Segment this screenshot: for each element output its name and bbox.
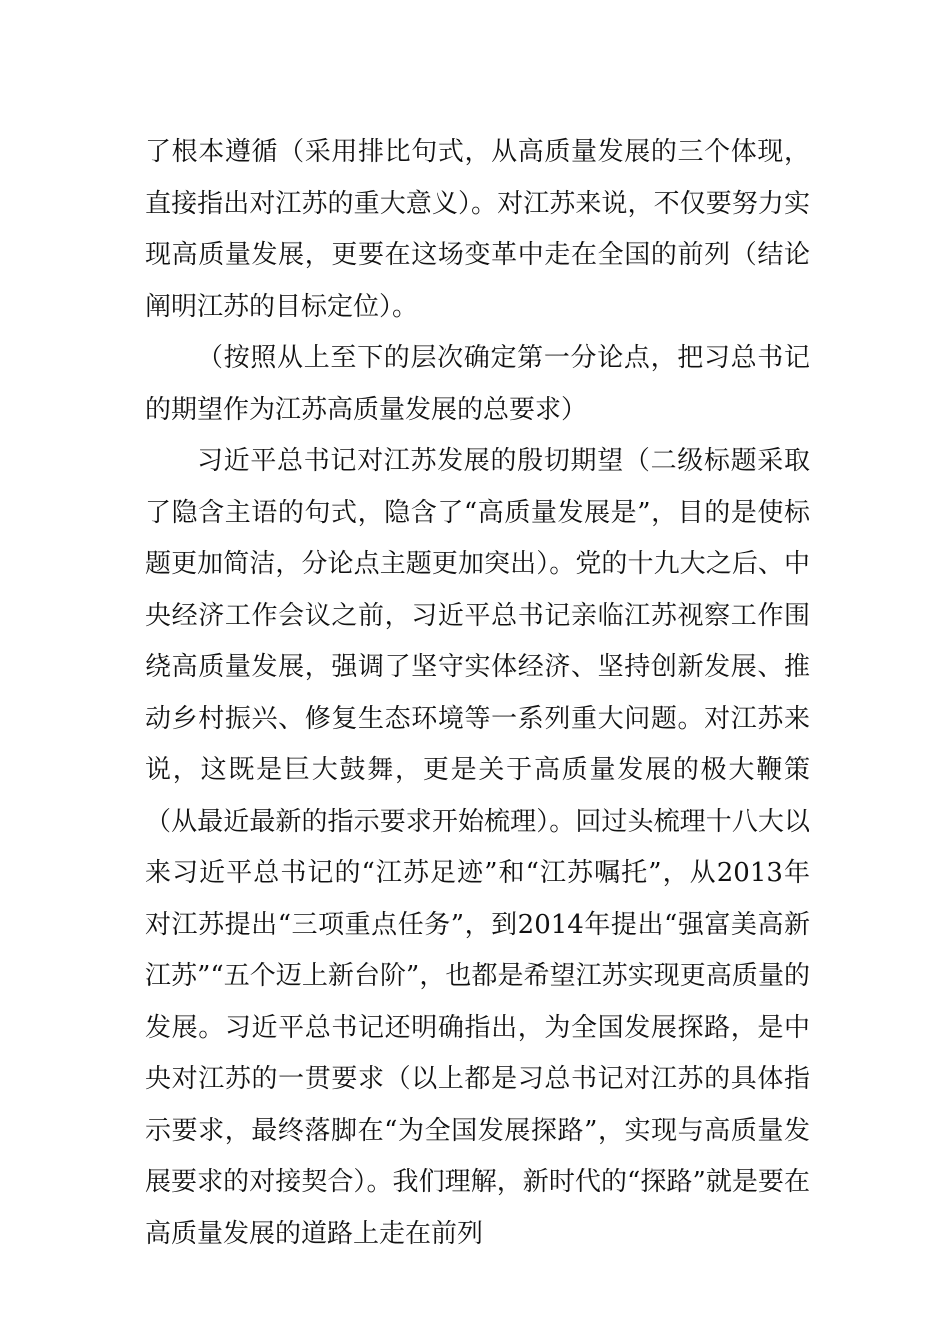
body-text: [145, 127, 810, 1260]
paragraph-3: 习近平总书记对江苏发展的殷切期望（二级标题采取了隐含主语的句式，隐含了“高质量发展是”，目的是使标题更加简洁，分论点主题更加突出）。党的十九大之后、中央经济工作会议之前，习近平总书记亲临江苏视察工作围绕高质量发展，强调了坚守实体经济、坚持创新发展、推动乡村振兴、修复生态环境等一系列重大问题。对江苏来说，这既是巨大鼓舞，更是关于高质量发展的极大鞭策（从最近最新的指示要求开始梳理）。回过头梳理十八大以来习近平总书记的“江苏足迹”和“江苏嘱托”，从2013年对江苏提出“三项重点任务”，到2014年提出“强富美高新江苏”“五个迈上新台阶”，也都是希望江苏实现更高质量的发展。习近平总书记还明确指出，为全国发展探路，是中央对江苏的一贯要求（以上都是习总书记对江苏的具体指示要求，最终落脚在“为全国发展探路”，实现与高质量发展要求的对接契合）。我们理解，新时代的“探路”就是要在高质量发展的道路上走在前列: [145, 446, 810, 1249]
paragraph-1: 了根本遵循（采用排比句式，从高质量发展的三个体现，直接指出对江苏的重大意义）。对江苏来说，不仅要努力实现高质量发展，更要在这场变革中走在全国的前列（结论阐明江苏的目标定位）。: [145, 137, 810, 322]
paragraph-2-annotation: （按照从上至下的层次确定第一分论点，把习总书记的期望作为江苏高质量发展的总要求）: [145, 343, 810, 425]
